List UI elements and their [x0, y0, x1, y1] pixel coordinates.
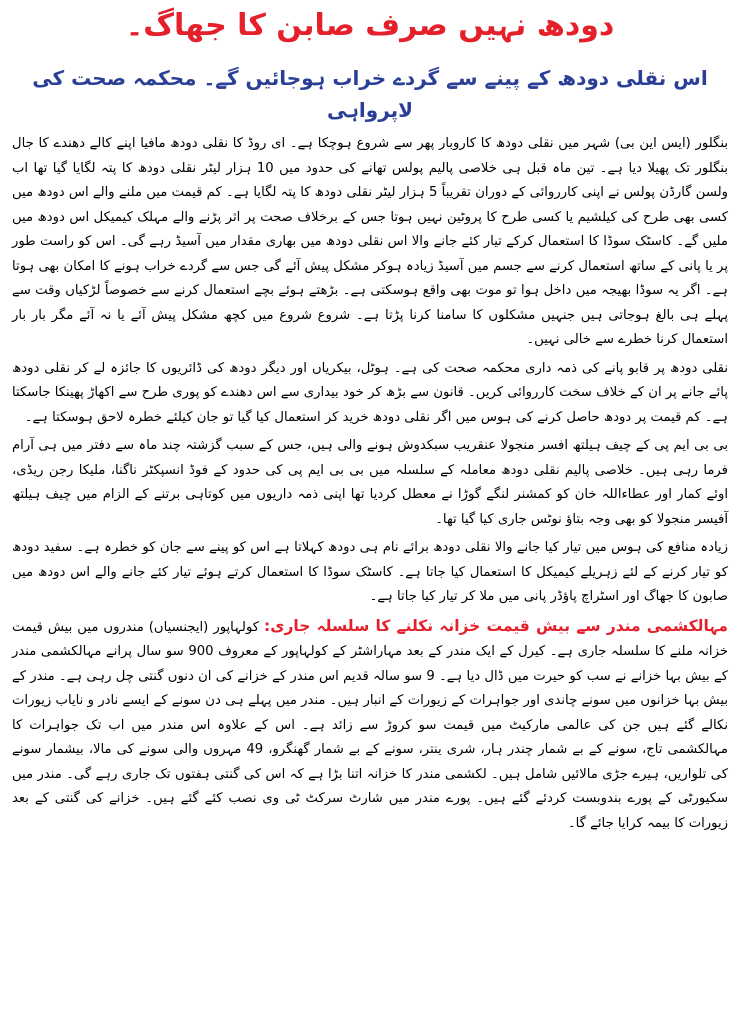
temple-news-lead: مہالکشمی مندر سے بیش قیمت خزانہ نکلنے کا سلسلہ جاری: — [264, 616, 728, 635]
paragraph-2: نقلی دودھ پر قابو پانے کی ذمہ داری محکمہ صحت کی ہے۔ ہوٹل، بیکریاں اور دیگر دودھ کی ڈائریوں کا جائزہ لے کر نقلی دودھ پائے جانے پر ان کے خلاف سخت کارروائی کریں۔ قانون سے بڑھ کر خود بیداری سے اس دھندے کو پوری طرح سے اکھاڑ پھینکا جاسکتا ہے۔ کم قیمت پر دودھ حاصل کرنے کی ہوس میں اگر نقلی دودھ خرید کر استعمال کیا گیا تو جان کیلئے خطرہ لاحق ہوسکتا ہے۔ — [12, 360, 728, 425]
article-body — [12, 132, 728, 836]
headline: دودھ نہیں صرف صابن کا جھاگ۔ — [125, 8, 615, 43]
subheadline: اس نقلی دودھ کے پینے سے گردے خراب ہوجائیں گے۔ محکمہ صحت کی لاپرواہی — [32, 66, 708, 122]
temple-news — [12, 614, 728, 837]
paragraph-4: زیادہ منافع کی ہوس میں تیار کیا جانے والا نقلی دودھ برائے نام ہی دودھ کہلاتا ہے اس کو پینے سے جان کو خطرہ ہے۔ سفید دودھ کو تیار کرنے کے لئے زہریلے کیمیکل کا استعمال کیا جاتا ہے۔ کاسٹک سوڈا کا استعمال کرتے ہوئے تیار کئے جانے والے اس دودھ میں صابون کا جھاگ اور اسٹراچ پاؤڈر پانی میں ملا کر تیار کیا جاتا ہے۔ — [12, 540, 728, 604]
paragraph-1: بنگلور (ایس این بی) شہر میں نقلی دودھ کا کاروبار پھر سے شروع ہوچکا ہے۔ ای روڈ کا نقلی دودھ مافیا اپنے کالے دھندے کا جال بنگلور تک پھیلا دیا ہے۔ تین ماہ قبل ہی خلاصی پالیم پولس تھانے کی حدود میں 10 ہزار لیٹر نقلی دودھ کا پتہ لگایا گیا تھا اب ولسن گارڈن پولس نے اپنی کارروائی کے دوران تقریباً 5 ہزار لیٹر نقلی دودھ کا پتہ لگایا ہے۔ کم قیمت میں ملنے والے اس دودھ میں کسی بھی طرح کی کیلشیم یا کسی طرح کا پروٹین نہیں ہوتا جس کے برخلاف صحت پر اثر پڑنے والے مہلک کیمیکل اس دودھ میں ملیں گے۔ کاسٹک سوڈا کا استعمال کرکے تیار کئے جانے والا اس نقلی دودھ میں بھاری مقدار میں آسیڈ رہے گی۔ اس کو راست طور پر یا پانی کے ساتھ استعمال کرنے سے جسم میں آسیڈ زیادہ ہوکر مشکل پیش آئے گی جس سے گردے خراب ہونے کا امکان بھی ہوتا ہے۔ اگر یہ سوڈا بھیجہ میں داخل ہوا تو موت بھی واقع ہوسکتی ہے۔ بڑھتے ہوئے بچے استعمال کرنے سے خصوصاً لڑکیاں وقت سے پہلے ہی بالغ ہوجاتی ہیں جنہیں مشکلوں کا سامنا کرنا پڑتا ہے۔ شروع شروع میں کچھ مشکل پیش آئے یا نہ آئے مگر بار بار استعمال کرنا خطرے سے خالی نہیں۔ — [12, 136, 728, 347]
paragraph-3: بی بی ایم پی کے چیف ہیلتھ افسر منجولا عنقریب سبکدوش ہونے والی ہیں، جس کے سبب گزشتہ چند ماہ سے دفتر میں ہی آرام فرما رہی ہیں۔ خلاصی پالیم نقلی دودھ معاملہ کے سلسلہ میں بی بی ایم پی کی حدود کے فوڈ انسپکٹر ناگنا، ملیکا رجن ریڈی، اوئے کمار اور عطاءاللہ خان کو کمشنر لنگے گوڑا نے معطل کردیا تھا اپنی ذمہ داریوں میں کوتاہی برتنے کے الزام میں چیف ہیلتھ آفیسر منجولا کو بھی وجہ بتاؤ نوٹس جاری کیا گیا تھا۔ — [12, 438, 728, 527]
temple-news-text: کولہاپور (ایجنسیاں) مندروں میں بیش قیمت خزانہ ملنے کا سلسلہ جاری ہے۔ کیرل کے ایک مندر کے بعد مہاراشٹر کے کولہاپور کے معروف 900 سو سال پرانے مہالکشمی مندر کے بیش بہا خزانے نے سب کو حیرت میں ڈال دیا ہے۔ 9 سو سالہ قدیم اس مندر کے خزانے کی ان دنوں گنتی چل رہی ہے۔ مندر کے بیش بہا خزانوں میں سونے چاندی اور جواہرات کے زیورات کے انبار ہیں۔ مندر میں پہلے ہی دن سونے کے ایسے نادر و نایاب زیورات نکالے گئے ہیں جن کی عالمی مارکیٹ میں قیمت سو کروڑ سے زائد ہے۔ اس کے علاوہ اس مندر میں اب تک جواہرات کا مہالکشمی تاج، سونے کے بے شمار چندر ہار، شری ینتر، سونے کے بے شمار گھنگرو، 49 مہروں والی سونے کی مالا، بیشمار سونے کی تلواریں، ہیرے جڑی مالائیں شامل ہیں۔ لکشمی مندر کا خزانہ اتنا بڑا ہے کہ اس کی گنتی ہفتوں تک جاری رہے گی۔ مندر میں سکیورٹی کے پورے بندوبست کردئے گئے ہیں۔ پورے مندر میں شارٹ سرکٹ ٹی وی نصب کئے گئے ہیں۔ خزانے کی گنتی کے بعد زیورات کا بیمہ کرایا جائے گا۔ — [12, 619, 729, 831]
